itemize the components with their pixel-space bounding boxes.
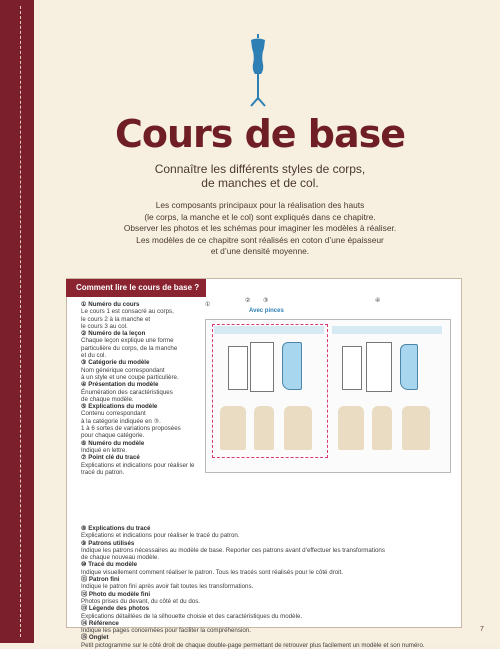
legend-item-text: particulière du corps, de la manche: [81, 344, 178, 352]
legend-list-wide: [81, 525, 451, 649]
legend-item-text: Petit pictogramme sur le côté droit de chaque double-page permettant de retrouver plus facilement un modèle et son numéro.: [81, 641, 425, 649]
intro-paragraph: [70, 200, 450, 258]
page-subtitle: [60, 162, 460, 190]
legend-item-title: ④ Présentation du modèle: [81, 381, 159, 389]
legend-item-text: Explications et indications pour réaliser le tracé du patron.: [81, 532, 240, 540]
legend-item-text: pour chaque catégorie.: [81, 432, 145, 440]
legend-item: [81, 330, 209, 359]
legend-item: [81, 605, 451, 620]
legend-item-title: ⑬ Légende des photos: [81, 605, 150, 613]
callout-4: ④: [375, 298, 381, 304]
legend-item: [81, 576, 451, 591]
page-number: 7: [480, 626, 484, 633]
intro-line: (le corps, la manche et le col) sont expliqués dans ce chapitre.: [144, 211, 376, 222]
legend-item-text: Explications et indications pour réaliser le tracé du patron.: [81, 461, 195, 476]
legend-list: [81, 301, 209, 476]
legend-item-title: ② Numéro de la leçon: [81, 330, 146, 338]
legend-item-text: de chaque modèle.: [81, 395, 134, 403]
legend-item-title: ⑦ Point clé du tracé: [81, 454, 140, 462]
reading-guide-box: [66, 278, 462, 649]
legend-item-text: 1 à 6 sortes de variations proposées: [81, 425, 181, 433]
dress-form-icon: [247, 34, 269, 108]
legend-item-text: Indique le patron fini après avoir fait toutes les transformations.: [81, 583, 254, 591]
legend-item-text: Indique visuellement comment réaliser le patron. Tous les tracés sont réalisés pour le côté droit.: [81, 568, 343, 576]
model-photo-side: [372, 406, 392, 450]
legend-item-text: le cours 2 à la manche et: [81, 315, 151, 323]
legend-item-title: ⑫ Photo du modèle fini: [81, 590, 151, 598]
reading-guide-header: Comment lire le cours de base ?: [66, 279, 206, 297]
legend-item-text: à la catégorie indiquée en ③.: [81, 417, 161, 425]
intro-line: Les modèles de ce chapitre sont réalisés en coton d’une épaisseur: [136, 234, 384, 245]
legend-item: [81, 620, 451, 635]
pattern-piece: [228, 346, 248, 390]
model-photo-back: [284, 406, 312, 450]
legend-item-text: Nom générique correspondant: [81, 366, 165, 374]
legend-item-text: à un style et une coupe particulière.: [81, 373, 179, 381]
legend-item: [81, 454, 209, 476]
callout-2: ②: [245, 298, 251, 304]
legend-item-text: de chaque nouveau modèle.: [81, 554, 160, 562]
model-photo-front: [338, 406, 364, 450]
intro-line: Les composants principaux pour la réalisation des hauts: [155, 200, 365, 210]
callout-3: ③: [263, 298, 269, 304]
spread-right-banner: [332, 326, 442, 334]
subtitle-line: Connaître les différents styles de corps,: [154, 162, 366, 176]
legend-item-text: Indiqué en lettre.: [81, 446, 128, 454]
legend-item: [81, 561, 451, 576]
legend-item-title: ⑪ Patron fini: [81, 576, 120, 584]
legend-item-text: Indique les patrons nécessaires au modèle de base. Reporter ces patrons avant d’effectuer les transformations: [81, 546, 385, 554]
legend-item: [81, 381, 209, 403]
legend-item-title: ⑮ Onglet: [81, 634, 109, 642]
legend-item-title: ⑨ Patrons utilisés: [81, 539, 135, 547]
legend-item-title: ① Numéro du cours: [81, 301, 140, 308]
legend-item-title: ⑭ Référence: [81, 619, 119, 627]
legend-item: [81, 403, 209, 439]
model-photo-back: [402, 406, 430, 450]
spread-left-banner: [214, 326, 324, 334]
pattern-piece: [342, 346, 362, 390]
legend-item-text: Indique les pages concernées pour faciliter la compréhension.: [81, 627, 251, 635]
legend-item-text: Chaque leçon explique une forme: [81, 337, 174, 345]
spread-section-label: Avec pinces: [249, 308, 284, 314]
model-photo-side: [254, 406, 274, 450]
legend-item: [81, 359, 209, 381]
sample-spread-diagram: [205, 297, 453, 493]
model-photo-front: [220, 406, 246, 450]
legend-item-text: Photos prises du devant, du côté et du dos.: [81, 597, 201, 605]
legend-item-text: Explications détaillées de la silhouette choisie et des caractéristiques du modèle.: [81, 612, 303, 620]
legend-item: [81, 634, 451, 649]
intro-line: Observer les photos et les schémas pour imaginer les modèles à réaliser.: [123, 223, 397, 233]
legend-item-text: Énumération des caractéristiques: [81, 388, 173, 396]
legend-item-title: ⑥ Numéro du modèle: [81, 439, 145, 447]
legend-item-text: Le cours 1 est consacré au corps,: [81, 308, 174, 316]
legend-item-text: le cours 3 au col.: [81, 322, 128, 330]
legend-item: [81, 440, 209, 455]
legend-item-title: ⑧ Explications du tracé: [81, 525, 151, 532]
legend-item: [81, 540, 451, 562]
book-spine: [0, 0, 34, 643]
legend-item-text: Contenu correspondant: [81, 410, 146, 418]
spine-stitching: [20, 6, 21, 637]
page-title: Cours de base: [114, 112, 406, 156]
callout-1: ①: [205, 302, 211, 308]
spread-page-frame: [205, 319, 451, 473]
legend-item: [81, 591, 451, 606]
legend-item-title: ⑩ Tracé du modèle: [81, 561, 138, 569]
intro-line: et d’une densité moyenne.: [210, 246, 310, 256]
legend-item-title: ③ Catégorie du modèle: [81, 359, 150, 367]
pattern-piece: [250, 342, 274, 392]
finished-pattern: [282, 342, 302, 390]
legend-item: [81, 525, 451, 540]
legend-item-text: et du col.: [81, 352, 107, 360]
finished-pattern: [400, 344, 418, 390]
subtitle-line: de manches et de col.: [201, 176, 319, 190]
pattern-piece: [366, 342, 392, 392]
legend-item: [81, 301, 209, 330]
legend-item-title: ⑤ Explications du modèle: [81, 403, 158, 411]
